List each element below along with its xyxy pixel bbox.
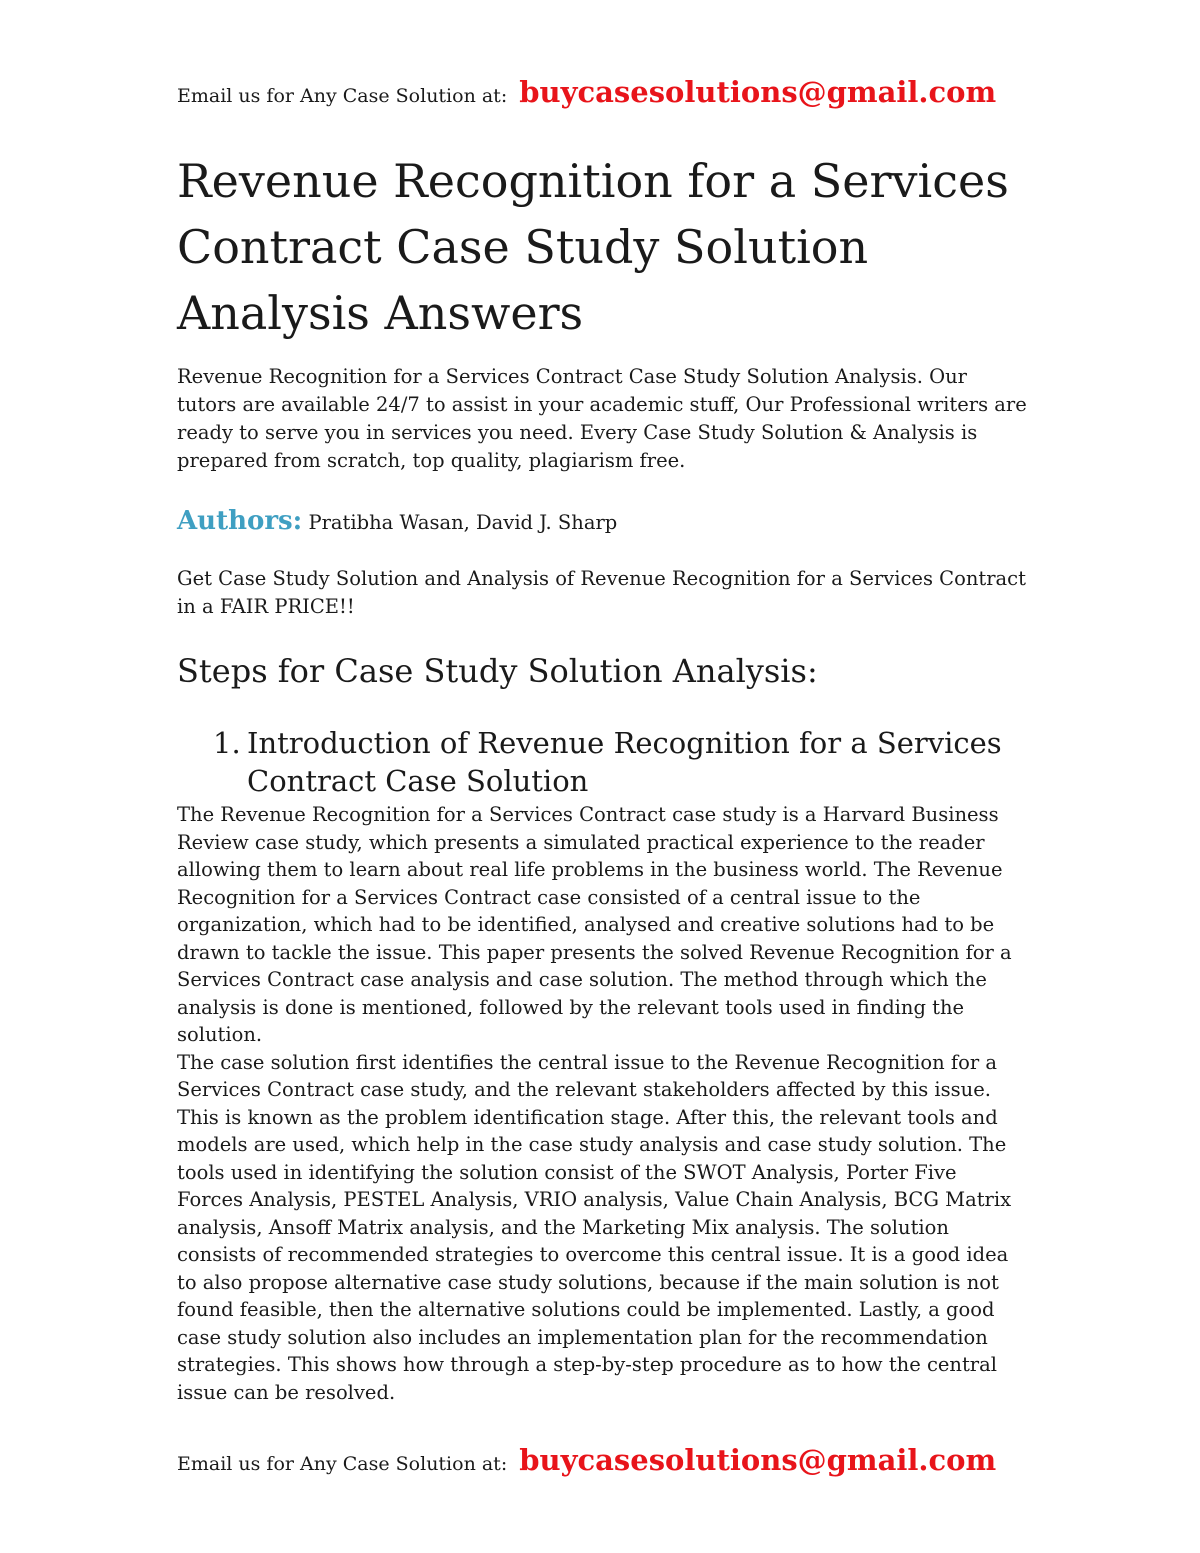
email-address-link[interactable]: buycasesolutions@gmail.com: [519, 1443, 997, 1477]
top-email-banner: [177, 75, 997, 110]
authors-label: Authors:: [177, 506, 303, 536]
authors-names: Pratibha Wasan, David J. Sharp: [308, 511, 618, 534]
section-1-heading-text: Introduction of Revenue Recognition for a Services Contract Case Solution: [247, 726, 1002, 798]
authors-line: [177, 503, 1027, 541]
section-1-paragraph-2: The case solution first identifies the central issue to the Revenue Recognition for a Services Contract case study, and the relevant stakeholders affected by this issue. This is known as the problem identification stage. After this, the relevant tools and models are used, which help in the case study analysis and case study solution. The tools used in identifying the solution consist of the SWOT Analysis, Porter Five Forces Analysis, PESTEL Analysis, VRIO analysis, Value Chain Analysis, BCG Matrix analysis, Ansoff Matrix analysis, and the Marketing Mix analysis. The solution consists of recommended strategies to overcome this central issue. It is a good idea to also propose alternative case study solutions, because if the main solution is not found feasible, then the alternative solutions could be implemented. Lastly, a good case study solution also includes an implementation plan for the recommendation strategies. This shows how through a step-by-step procedure as to how the central issue can be resolved.: [177, 1050, 1012, 1404]
section-1-number: 1.: [213, 726, 241, 760]
section-1-paragraph-1: The Revenue Recognition for a Services Contract case study is a Harvard Business Review case study, which presents a simulated practical experience to the reader allowing them to learn about real life problems in the business world. The Revenue Recognition for a Services Contract case consisted of a central issue to the organization, which had to be identified, analysed and creative solutions had to be drawn to tackle the issue. This paper presents the solved Revenue Recognition for a Services Contract case analysis and case solution. The method through which the analysis is done is mentioned, followed by the relevant tools used in finding the solution.: [177, 803, 1012, 1046]
section-1-heading: [213, 724, 1033, 800]
email-banner-label: Email us for Any Case Solution at:: [177, 85, 508, 107]
steps-heading: Steps for Case Study Solution Analysis:: [177, 652, 818, 690]
intro-paragraph: Revenue Recognition for a Services Contract Case Study Solution Analysis. Our tutors are available 24/7 to assist in your academic stuff, Our Professional writers are ready to serve you in services you need. Every Case Study Solution & Analysis is prepared from scratch, top quality, plagiarism free.: [177, 365, 1027, 472]
fair-price-paragraph: Get Case Study Solution and Analysis of Revenue Recognition for a Services Contract in a FAIR PRICE!!: [177, 567, 1026, 618]
email-address-link[interactable]: buycasesolutions@gmail.com: [519, 75, 997, 109]
bottom-email-banner: [177, 1443, 997, 1478]
section-1-body: [177, 801, 1027, 1406]
document-title: Revenue Recognition for a Services Contract Case Study Solution Analysis Answers: [177, 154, 1009, 340]
email-banner-label: Email us for Any Case Solution at:: [177, 1453, 508, 1475]
